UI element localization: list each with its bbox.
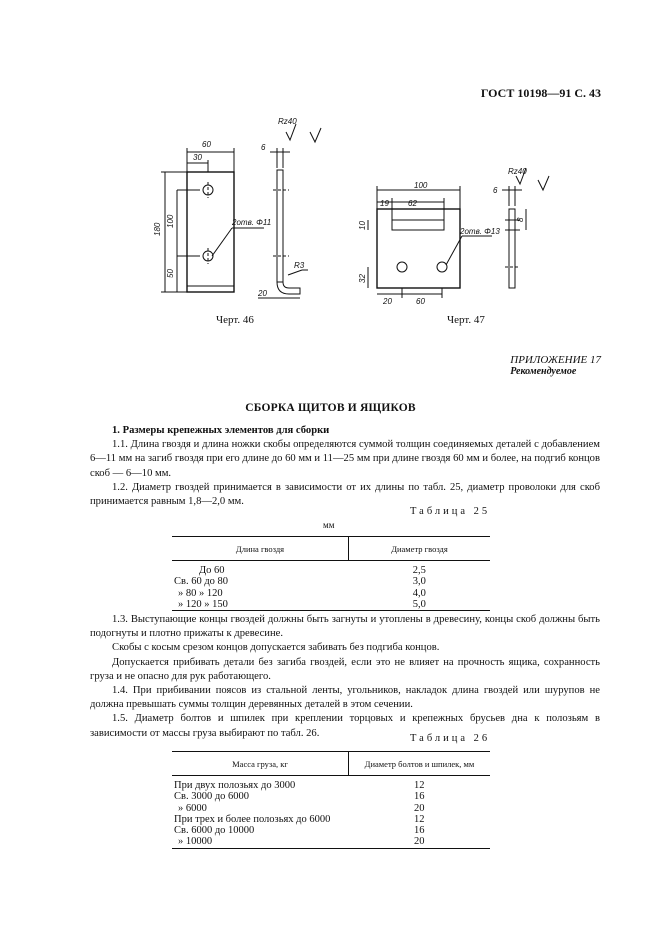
table-row: » 6000 20	[178, 802, 425, 814]
section1-heading: 1. Размеры крепежных элементов для сборки	[112, 425, 330, 436]
fig46-caption: Черт. 46	[216, 314, 254, 326]
table-26	[172, 751, 490, 849]
table-row: До 60 2,5	[199, 565, 426, 576]
paragraph-1-5: 1.5. Диаметр болтов и шпилек при креплении торцовых и крепежных брусьев дна к полозьям в зависимости от массы груза выбирают по табл. 26.	[90, 713, 600, 739]
drawing-fig46	[161, 124, 321, 298]
dim-label: 8	[516, 217, 525, 222]
drawing-dimension-labels	[153, 117, 527, 306]
dim-label: 19	[380, 199, 389, 208]
dim-label: 50	[166, 269, 175, 278]
dim-label: Rz40	[278, 117, 297, 126]
table-row: » 10000 20	[172, 836, 490, 848]
table25-label: Таблица 25	[410, 506, 491, 517]
dim-label: 2отв. Φ13	[460, 227, 500, 236]
technical-drawings	[140, 110, 570, 310]
dim-label: 20	[383, 297, 392, 306]
table25-header: Длина гвоздя	[172, 537, 349, 561]
table-row: » 120 » 150 5,0	[172, 599, 490, 611]
dim-label: 100	[414, 181, 428, 190]
table25-unit: мм	[323, 520, 335, 530]
page-header: ГОСТ 10198—91 С. 43	[480, 86, 601, 100]
dim-label: 60	[202, 140, 211, 149]
section-title: СБОРКА ЩИТОВ И ЯЩИКОВ	[245, 402, 416, 414]
table-row: При двух полозьях до 3000 12	[174, 780, 425, 791]
appendix-label	[510, 354, 601, 377]
appendix-number: ПРИЛОЖЕНИЕ 17	[510, 354, 601, 366]
dim-label: 30	[193, 153, 202, 162]
table26-label: Таблица 26	[410, 733, 491, 744]
paragraph-1-4: 1.4. При прибивании поясов из стальной ленты, угольников, накладок длина гвоздей или шурупов не должна превышать суммы толщин деревянных деталей в этом сечении.	[90, 685, 600, 711]
appendix-status: Рекомендуемое	[510, 366, 577, 377]
table-row: При трех и более полозьях до 6000 12	[174, 813, 425, 825]
table26-header: Диаметр болтов и шпилек, мм	[349, 752, 491, 776]
paragraph-allowed: Допускается прибивать детали без загиба гвоздей, если это не влияет на прочность ящика, сохранность груза и не опасно для рук работающего.	[90, 656, 600, 682]
section1-text	[90, 424, 600, 509]
table-row: Св. 6000 до 10000 16	[174, 825, 425, 837]
drawing-fig47	[368, 168, 549, 298]
paragraph-staples: Скобы с косым срезом концов допускается забивать без подгиба концов.	[112, 642, 440, 654]
dim-label: 180	[153, 222, 162, 236]
dim-label: 100	[166, 214, 175, 228]
dim-label: 10	[358, 221, 367, 230]
paragraph-1-3: 1.3. Выступающие концы гвоздей должны быть загнуты и утоплены в древесину, концы скоб должны быть подогнуты и плотно прижаты к древесине.	[90, 614, 600, 640]
dim-label: R3	[294, 261, 305, 270]
table-25	[172, 536, 490, 611]
table-row: Св. 60 до 80 3,0	[174, 576, 426, 588]
table25-header: Диаметр гвоздя	[349, 537, 491, 561]
fig47-caption: Черт. 47	[447, 314, 485, 326]
paragraph-1-2: 1.2. Диаметр гвоздей принимается в зависимости от их длины по табл. 25, диаметр проволоки для скоб принимается равным 1,8—2,0 мм.	[90, 481, 600, 508]
table26-header: Масса груза, кг	[172, 752, 349, 776]
dim-label: 6	[493, 186, 498, 195]
paragraph-1-1: 1.1. Длина гвоздя и длина ножки скобы определяются суммой толщин соединяемых деталей с добавлением 6—11 мм на загиб гвоздя при его длине до 60 мм и 11—25 мм при длине гвоздя 60 мм и более, на подгиб концов скоб — 6—10 мм.	[90, 439, 600, 479]
table-row: » 80 » 120 4,0	[178, 587, 426, 599]
dim-label: 2отв. Φ11	[232, 218, 272, 227]
dim-label: 6	[261, 143, 266, 152]
dim-label: 20	[258, 289, 267, 298]
dim-label: 60	[416, 297, 425, 306]
dim-label: Rz40	[508, 167, 527, 176]
dim-label: 62	[408, 199, 417, 208]
dim-label: 32	[358, 274, 367, 283]
section1-text-continued	[90, 613, 600, 741]
table-row: Св. 3000 до 6000 16	[174, 791, 425, 803]
